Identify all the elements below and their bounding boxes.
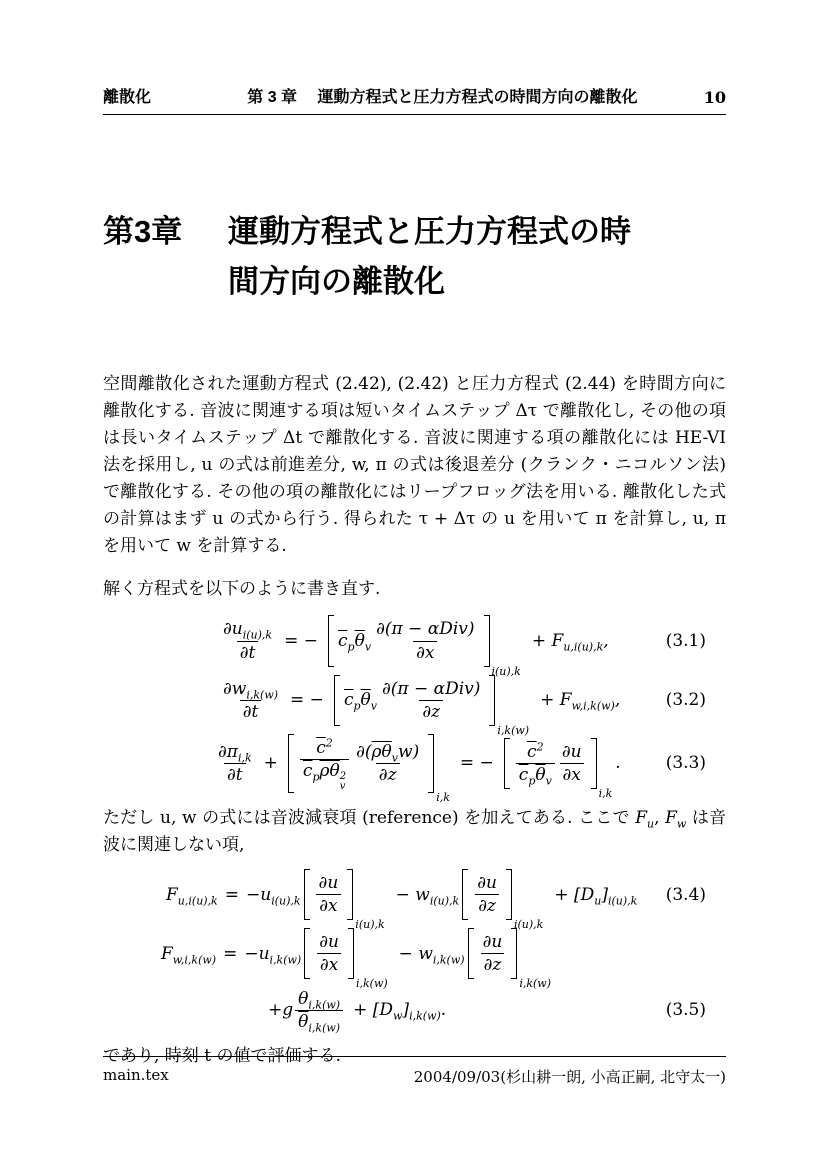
bracket-content: [313, 869, 345, 920]
math-token: ∂u: [223, 619, 243, 640]
equation-group-2: [103, 869, 726, 1033]
paragraph-rewrite: 解く方程式を以下のように書き直す.: [103, 579, 381, 600]
math-subscript: i,k(w): [308, 1021, 341, 1035]
math-token: F: [166, 884, 178, 905]
math-token: F: [665, 807, 677, 828]
math-subscript: p: [528, 774, 536, 788]
math-token: [246, 885, 301, 905]
bracket-group: $\frac{\overline{c}^2}{\overline{c}_p\overline{\theta}_v}$ $\frac{\partial u}{\partial x}$ i,k: [504, 738, 612, 789]
math-token: [161, 943, 217, 967]
math-token: ∂t: [240, 700, 262, 723]
math-token: ∂w: [223, 678, 247, 699]
header-chapter-title: 第 3 章 運動方程式と圧力方程式の時間方向の離散化: [247, 89, 638, 106]
math-token: [524, 741, 547, 763]
right-bracket: [506, 869, 512, 920]
chapter-label: 第3章: [103, 214, 183, 249]
math-subscript: i(u),k: [242, 628, 273, 642]
math-token: +g: [268, 1000, 294, 1021]
math-token: ∂u: [477, 872, 497, 893]
math-token: [396, 885, 460, 905]
math-token: [295, 988, 343, 1010]
math-subscript: u: [646, 817, 655, 831]
left-bracket: [304, 928, 310, 979]
bracket-group: $\frac{\partial u}{\partial x}$ i,k(w): [304, 928, 387, 979]
math-subscript: i,k(w): [246, 688, 279, 702]
math-subscript: w: [393, 1009, 403, 1023]
math-subscript: w,i,k(w): [571, 699, 615, 713]
math-token: ]: [402, 1000, 410, 1021]
left-bracket: [468, 928, 474, 979]
math-subscript: w: [676, 817, 687, 831]
bracket-content: [297, 734, 425, 793]
math-token: − w: [398, 943, 433, 964]
math-token: w): [398, 741, 420, 762]
fraction-pressure-gradient: [373, 618, 477, 663]
math-operator: = −: [290, 690, 324, 711]
bracket-content: [343, 675, 486, 726]
math-token: + [D: [353, 1000, 393, 1021]
fraction-du-dt: [220, 618, 275, 663]
math-superscript: 2: [339, 770, 347, 782]
math-subscript: v: [370, 699, 377, 713]
math-token: [531, 631, 609, 654]
left-bracket: [328, 615, 334, 666]
math-operator: =: [224, 884, 239, 905]
math-token: ∂x: [317, 953, 341, 976]
math-cbar: $\overline{c}$: [518, 764, 529, 785]
equation-3-4: [103, 869, 726, 932]
math-token: ∂(π − αDiv): [381, 678, 481, 699]
math-thetabar: $\overline{\theta}$: [360, 690, 371, 711]
note-text-pre: ただし u, w の式には音波減衰項 (reference) を加えてある. ここで: [103, 807, 636, 828]
math-subscript: v: [364, 640, 372, 654]
paragraph-note: [103, 805, 726, 859]
bracket-content: [471, 869, 503, 920]
math-token: −u: [244, 943, 270, 964]
math-token: [554, 885, 637, 905]
math-subsup-stack: [340, 772, 346, 793]
math-Fu: [635, 807, 655, 831]
math-token: [516, 763, 555, 786]
math-token: ,: [614, 690, 621, 711]
math-token: − w: [395, 884, 430, 905]
fraction-du-dz: [480, 931, 506, 976]
math-operator: +: [263, 753, 278, 774]
math-token: ,: [603, 631, 609, 652]
math-token: ∂z: [376, 763, 400, 786]
math-subscript: i(u),k: [429, 893, 460, 907]
math-token: [398, 943, 465, 967]
math-theta: θ: [298, 988, 309, 1009]
math-token: + F: [540, 690, 572, 711]
math-token: [343, 690, 377, 713]
math-subscript: i,k: [237, 751, 252, 765]
fraction-c2-coefficient: [300, 736, 349, 793]
page-footer: [103, 1056, 726, 1087]
page-number: 10: [703, 88, 726, 107]
math-token: F: [161, 943, 173, 964]
math-subscript: u: [594, 893, 602, 907]
math-subscript: i,k(w): [432, 953, 465, 967]
math-token: ∂x: [560, 763, 584, 786]
left-bracket: [334, 675, 340, 726]
math-rhobar: $\overline{\rho}$: [371, 741, 382, 762]
math-cbar: $\overline{c}$: [316, 737, 326, 758]
math-token: + F: [531, 631, 564, 652]
math-subscript: i,k(w): [308, 998, 341, 1012]
math-subscript: i,k(w): [409, 1009, 441, 1023]
math-Fw: [665, 807, 687, 831]
fraction-pressure-gradient: [379, 678, 483, 723]
math-token: [166, 885, 218, 905]
math-token: ∂x: [413, 641, 437, 664]
math-token: .: [615, 753, 621, 774]
bracket-group: $\overline{c}^2$ $\overline{c}_p\overline{\rho}\overline{\theta}$ 2 v $\frac{\partial(\overline{\rho}\overline{\theta}_vw)}{\partial z}$ i,k: [288, 734, 450, 793]
bracket-group: $\overline{c}_p\overline{\theta}_v$ $\frac{\text{∂(π − αDiv)}}{\partial z}$ i,k(w): [334, 675, 529, 726]
right-bracket: [489, 675, 495, 726]
bracket-group: $\overline{c}_p\overline{\theta}_v$ $\frac{\text{∂(π − αDiv)}}{\partial x}$ i(u),k: [328, 615, 521, 666]
bracket-content: [313, 928, 345, 979]
equation-3-1: [103, 615, 726, 678]
math-subscript: u,i(u),k: [177, 893, 218, 907]
right-bracket: [428, 734, 434, 793]
math-token: ∂(π − αDiv): [376, 619, 475, 640]
fraction-dpi-dt: [215, 741, 255, 786]
math-operator: =: [223, 943, 238, 964]
math-token: −u: [245, 884, 272, 905]
equation-3-5-line2: [103, 987, 726, 1033]
right-bracket: [484, 615, 490, 666]
fraction-du-dx: [316, 872, 342, 917]
math-superscript: 2: [325, 736, 333, 750]
math-subscript: v: [545, 774, 552, 788]
math-superscript: 2: [536, 740, 544, 754]
header-running-title: 離散化: [103, 89, 152, 106]
left-bracket: [304, 869, 310, 920]
paragraph-intro: 空間離散化された運動方程式 (2.42), (2.42) と圧力方程式 (2.44) を時間方向に離散化する. 音波に関連する項は短いタイムステップ Δτ で離散化し, その他の項は長いタイムステップ Δt で離散化する. 音波に関連する項の離散化には HE-VI 法を採用し, u の式は前進差分, w, π の式は後退差分 (クランク・ニコルソン法) で離散化する. その他の項の離散化にはリープフロッグ法を用いる. 離散化した式の計算はまず u の式から行う. 得られた τ + Δτ の u を用いて π を計算し, u, π を用いて w を計算する.: [103, 374, 726, 557]
math-token: ∂(: [356, 741, 372, 762]
math-token: F: [635, 807, 647, 828]
math-subscript: u,i(u),k: [563, 640, 604, 654]
fraction-dw-dt: [220, 678, 281, 723]
right-bracket: [348, 928, 354, 979]
chapter-heading: [103, 207, 726, 307]
equation-3-3: [103, 734, 726, 804]
bracket-group: $\frac{\partial u}{\partial z}$ i(u),k: [462, 869, 543, 920]
math-subscript: i,k(w): [269, 953, 302, 967]
page-header: [103, 84, 726, 115]
math-token: [295, 1010, 343, 1033]
math-subscript: i(u),k: [607, 893, 638, 907]
math-token: [220, 618, 275, 640]
footer-date-authors: 2004/09/03(杉山耕一朗, 小高正嗣, 北守太一): [413, 1068, 726, 1086]
math-token: ∂z: [419, 700, 443, 723]
math-token: ∂u: [318, 872, 339, 893]
equation-number: (3.3): [665, 753, 706, 774]
left-bracket: [504, 738, 510, 789]
math-token: .: [440, 1000, 447, 1021]
left-bracket: [288, 734, 294, 793]
note-text-post: は音波に関連しない項,: [103, 807, 727, 855]
math-token: [313, 737, 336, 759]
math-subscript: v: [339, 781, 346, 793]
math-cbar: $\overline{c}$: [338, 631, 348, 652]
chapter-title-line2: 間方向の離散化: [228, 264, 445, 300]
fraction-c2-coefficient: [516, 741, 555, 786]
fraction-theta-ratio: [295, 988, 343, 1033]
equation-number: (3.1): [665, 631, 706, 652]
math-cbar: $\overline{c}$: [302, 760, 313, 781]
math-token: ∂u: [482, 932, 503, 953]
math-subscript: v: [391, 751, 399, 765]
math-token: ∂z: [481, 953, 505, 976]
math-cbar: $\overline{c}$: [527, 741, 537, 762]
bracket-content: [337, 615, 480, 666]
equation-number: (3.5): [665, 1000, 706, 1021]
math-operator: = −: [284, 631, 319, 652]
bracket-content: [477, 928, 509, 979]
math-thetabar: $\overline{\theta}$: [329, 760, 340, 781]
right-bracket: [347, 869, 353, 920]
fraction-du-dx: [316, 931, 342, 976]
math-token: ∂π: [218, 741, 238, 762]
bracket-content: [513, 738, 588, 789]
math-token: [338, 631, 372, 654]
equation-3-2: [103, 675, 726, 737]
math-token: + [D: [554, 884, 595, 905]
math-subscript: p: [347, 640, 355, 654]
left-bracket: [462, 869, 468, 920]
equation-number: (3.4): [665, 884, 706, 905]
math-token: ∂t: [224, 763, 246, 786]
math-token: ∂t: [237, 641, 259, 664]
math-token: [353, 1000, 447, 1023]
equation-number: (3.2): [665, 690, 706, 711]
math-token: ∂x: [316, 894, 340, 917]
fraction-drhothetaw-dz: [353, 741, 422, 786]
equation-group-1: [103, 615, 726, 804]
bracket-group: $\frac{\partial u}{\partial x}$ i(u),k: [304, 869, 385, 920]
math-token: ∂u: [561, 741, 582, 762]
chapter-title-line1: 運動方程式と圧力方程式の時: [228, 214, 631, 249]
footer-filename: main.tex: [103, 1066, 169, 1084]
math-token: ]: [601, 884, 608, 905]
math-subscript: p: [353, 699, 361, 713]
math-rhobar: $\overline{\rho}$: [319, 760, 330, 781]
right-bracket: [511, 928, 517, 979]
math-cbar: $\overline{c}$: [343, 690, 354, 711]
math-token: ∂u: [319, 932, 339, 953]
equation-3-5-line1: [103, 928, 726, 991]
math-subscript: i(u),k: [271, 893, 301, 907]
fraction-du-dz: [474, 872, 500, 917]
math-token: [300, 759, 349, 793]
math-thetabar: $\overline{\theta}$: [354, 631, 365, 652]
math-thetabar: $\overline{\theta}$: [535, 764, 546, 785]
right-bracket: [591, 738, 597, 789]
math-token: [244, 943, 302, 967]
math-token: [353, 741, 422, 763]
math-thetabar: $\overline{\theta}$: [381, 741, 392, 762]
math-thetabar: $\overline{\theta}$: [298, 1011, 309, 1032]
note-separator: ,: [654, 807, 666, 828]
math-subscript: p: [312, 770, 320, 784]
math-token: ∂z: [475, 894, 499, 917]
chapter-title: [228, 207, 631, 307]
paragraph-eval: であり, 時刻 t の値で評価する.: [103, 1046, 341, 1067]
math-operator: = −: [459, 753, 494, 774]
fraction-du-dx: [559, 741, 585, 786]
math-token: [215, 741, 255, 763]
math-token: [220, 678, 281, 700]
bracket-group: $\frac{\partial u}{\partial z}$ i,k(w): [468, 928, 551, 979]
math-subscript: w,i,k(w): [172, 953, 217, 967]
math-token: [540, 690, 621, 713]
